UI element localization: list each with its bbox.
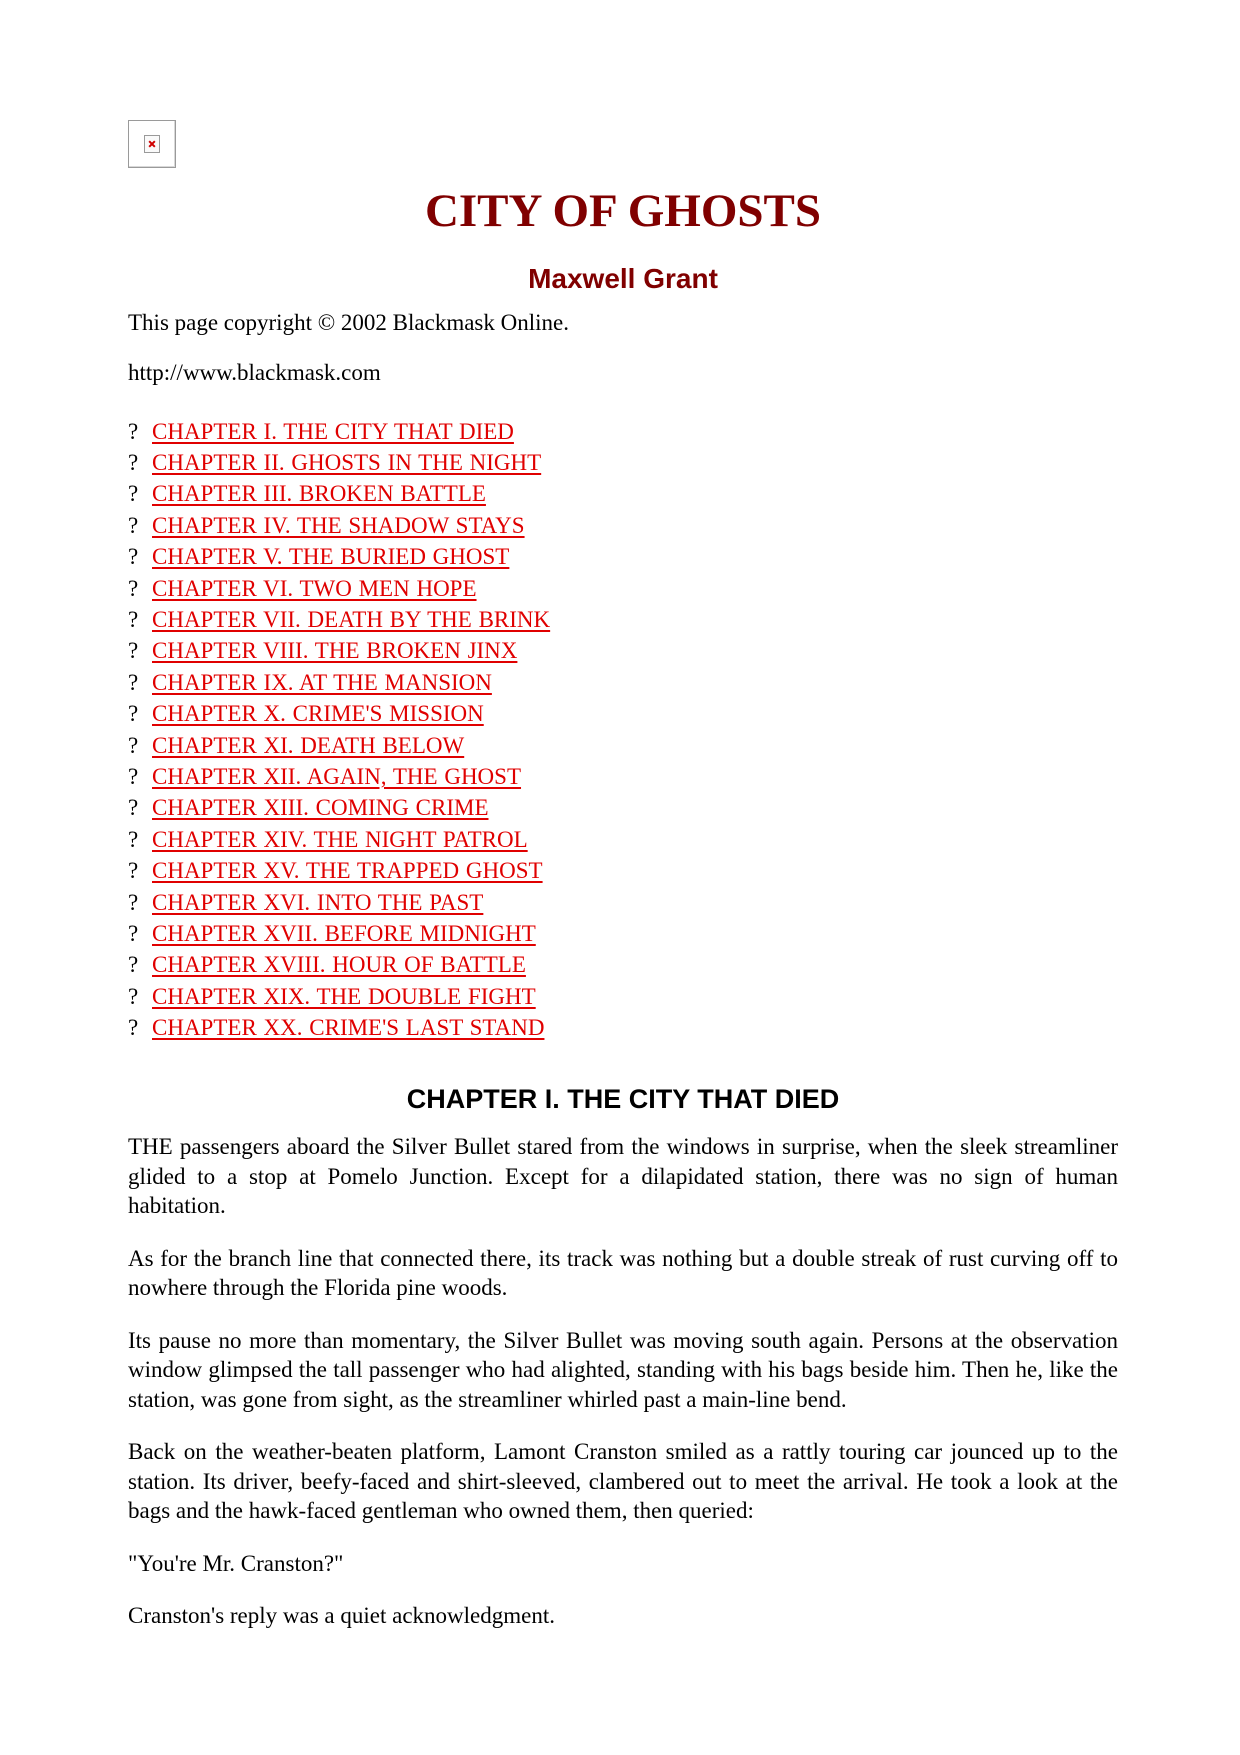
site-url: http://www.blackmask.com: [128, 360, 381, 385]
chapter-heading: CHAPTER I. THE CITY THAT DIED: [406, 1084, 840, 1114]
toc-item: [128, 855, 550, 886]
toc-chapter-link[interactable]: CHAPTER II. GHOSTS IN THE NIGHT: [152, 450, 542, 476]
toc-bullet: ?: [128, 450, 139, 476]
toc-item: [128, 918, 550, 949]
toc-item: [128, 416, 550, 447]
toc-item: [128, 1012, 550, 1043]
toc-item: [128, 604, 550, 635]
toc-bullet: ?: [128, 983, 139, 1009]
toc-bullet: ?: [128, 1015, 139, 1041]
book-title: CITY OF GHOSTS: [424, 185, 822, 237]
toc-chapter-link[interactable]: CHAPTER XIII. COMING CRIME: [152, 795, 489, 821]
toc-bullet: ?: [128, 607, 139, 633]
body-paragraph: Back on the weather-beaten platform, Lamont Cranston smiled as a rattly touring car jounced up to the station. Its driver, beefy-faced and shirt-sleeved, clambered out to meet the arrival. He took a look at the bags and the hawk-faced gentleman who owned them, then queried:: [128, 1439, 1118, 1523]
broken-image-icon: [128, 120, 176, 168]
toc-item: [128, 573, 550, 604]
toc-bullet: ?: [128, 826, 139, 852]
toc-bullet: ?: [128, 418, 139, 444]
copyright-notice: This page copyright © 2002 Blackmask Online.: [128, 310, 569, 335]
toc-chapter-link[interactable]: CHAPTER XVIII. HOUR OF BATTLE: [152, 952, 526, 978]
toc-bullet: ?: [128, 763, 139, 789]
toc-chapter-link[interactable]: CHAPTER XX. CRIME'S LAST STAND: [152, 1015, 545, 1041]
toc-bullet: ?: [128, 732, 139, 758]
toc-item: [128, 699, 550, 730]
chapter-body: [128, 1132, 1118, 1654]
toc-item: [128, 824, 550, 855]
toc-item: [128, 730, 550, 761]
table-of-contents: [128, 416, 550, 1044]
toc-item: [128, 793, 550, 824]
toc-chapter-link[interactable]: CHAPTER X. CRIME'S MISSION: [152, 701, 484, 727]
toc-item: [128, 761, 550, 792]
toc-chapter-link[interactable]: CHAPTER XVII. BEFORE MIDNIGHT: [152, 920, 536, 946]
toc-bullet: ?: [128, 889, 139, 915]
toc-bullet: ?: [128, 544, 139, 570]
body-paragraph: Its pause no more than momentary, the Silver Bullet was moving south again. Persons at the observation window glimpsed the tall passenger who had alighted, standing with his bags beside him. Then he, like the station, was gone from sight, as the streamliner whirled past a main-line bend.: [128, 1327, 1118, 1412]
body-paragraph: THE passengers aboard the Silver Bullet stared from the windows in surprise, when the sleek streamliner glided to a stop at Pomelo Junction. Except for a dilapidated station, there was no sign of human habitation.: [128, 1134, 1118, 1218]
toc-chapter-link[interactable]: CHAPTER V. THE BURIED GHOST: [152, 544, 510, 570]
body-paragraph: As for the branch line that connected there, its track was nothing but a double streak of rust curving off to nowhere through the Florida pine woods.: [128, 1245, 1118, 1300]
toc-chapter-link[interactable]: CHAPTER VII. DEATH BY THE BRINK: [152, 607, 551, 633]
toc-item: [128, 636, 550, 667]
toc-bullet: ?: [128, 575, 139, 601]
toc-item: [128, 542, 550, 573]
toc-chapter-link[interactable]: CHAPTER XV. THE TRAPPED GHOST: [152, 858, 543, 884]
toc-item: [128, 950, 550, 981]
image-error-glyph: [144, 135, 160, 153]
toc-item: [128, 981, 550, 1012]
author-name: Maxwell Grant: [528, 263, 718, 294]
toc-bullet: ?: [128, 701, 139, 727]
toc-chapter-link[interactable]: CHAPTER IV. THE SHADOW STAYS: [152, 512, 525, 538]
toc-bullet: ?: [128, 858, 139, 884]
toc-bullet: ?: [128, 795, 139, 821]
toc-chapter-link[interactable]: CHAPTER XIX. THE DOUBLE FIGHT: [152, 983, 536, 1009]
toc-chapter-link[interactable]: CHAPTER XI. DEATH BELOW: [152, 732, 465, 758]
toc-chapter-link[interactable]: CHAPTER VIII. THE BROKEN JINX: [152, 638, 518, 664]
body-paragraph: Cranston's reply was a quiet acknowledgment.: [128, 1603, 555, 1628]
toc-bullet: ?: [128, 638, 139, 664]
toc-chapter-link[interactable]: CHAPTER XII. AGAIN, THE GHOST: [152, 763, 522, 789]
toc-bullet: ?: [128, 669, 139, 695]
toc-chapter-link[interactable]: CHAPTER I. THE CITY THAT DIED: [152, 418, 514, 444]
toc-item: [128, 479, 550, 510]
toc-chapter-link[interactable]: CHAPTER VI. TWO MEN HOPE: [152, 575, 477, 601]
toc-chapter-link[interactable]: CHAPTER XVI. INTO THE PAST: [152, 889, 484, 915]
toc-bullet: ?: [128, 920, 139, 946]
toc-chapter-link[interactable]: CHAPTER III. BROKEN BATTLE: [152, 481, 486, 507]
toc-bullet: ?: [128, 481, 139, 507]
toc-bullet: ?: [128, 512, 139, 538]
toc-chapter-link[interactable]: CHAPTER IX. AT THE MANSION: [152, 669, 492, 695]
toc-chapter-link[interactable]: CHAPTER XIV. THE NIGHT PATROL: [152, 826, 528, 852]
body-paragraph: "You're Mr. Cranston?": [128, 1550, 344, 1576]
toc-item: [128, 510, 550, 541]
toc-item: [128, 447, 550, 478]
toc-bullet: ?: [128, 952, 139, 978]
toc-item: [128, 887, 550, 918]
toc-item: [128, 667, 550, 698]
